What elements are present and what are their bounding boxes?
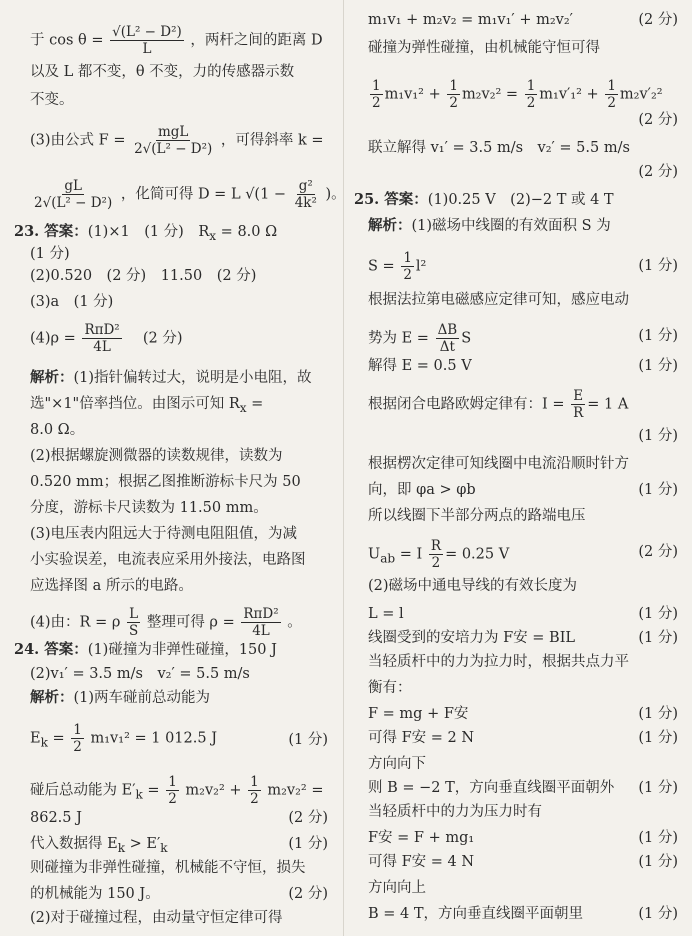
line-formula-f bbox=[30, 124, 324, 157]
score: (1 分) bbox=[638, 780, 678, 796]
text-line: L = l bbox=[368, 606, 404, 622]
text: = 1 A bbox=[587, 396, 629, 413]
j23-line10 bbox=[30, 606, 302, 639]
subscript: k bbox=[135, 787, 143, 802]
text: (1)两车碰前总动能为 bbox=[73, 690, 211, 706]
numerator: 1 bbox=[526, 78, 536, 94]
numerator: √(L² − D²) bbox=[112, 24, 182, 40]
fraction bbox=[110, 24, 184, 57]
fraction bbox=[293, 178, 319, 211]
q23-answer bbox=[14, 222, 277, 246]
text-line: B = 4 T，方向垂直线圈平面朝里 bbox=[368, 906, 584, 922]
text: m₁v′₁² + bbox=[539, 86, 599, 103]
text: 根据闭合电路欧姆定律有：I = bbox=[368, 396, 565, 413]
text-line: 所以线圈下半部分两点的路端电压 bbox=[368, 508, 586, 524]
text: m₂v′₂² bbox=[619, 86, 663, 103]
text-line: 分度，游标卡尺读数为 11.50 mm。 bbox=[30, 500, 268, 516]
text: = I bbox=[395, 546, 423, 563]
numerator: 1 bbox=[403, 250, 412, 266]
text: (3)由公式 F = bbox=[30, 132, 126, 149]
text-line: 0.520 mm；根据乙图推断游标卡尺为 50 bbox=[30, 474, 301, 490]
subscript: k bbox=[160, 840, 168, 855]
denominator: S bbox=[128, 623, 139, 639]
text: S bbox=[461, 330, 472, 347]
score: (1 分) bbox=[638, 428, 678, 444]
score: (2 分) bbox=[638, 12, 678, 28]
text-line: 当轻质杆中的力为压力时有 bbox=[368, 804, 542, 820]
q23-heading: 23. 答案： bbox=[14, 223, 88, 240]
text: ，两杆之间的距离 D bbox=[190, 32, 323, 49]
text-line: F = mg + F安 bbox=[368, 706, 469, 722]
text: (1)0.25 V (2)−2 T 或 4 T bbox=[427, 192, 614, 208]
fraction bbox=[166, 774, 179, 807]
text-line: 则 B = −2 T，方向垂直线圈平面朝外 bbox=[368, 780, 615, 796]
text: 势为 E = bbox=[368, 330, 429, 347]
denominator: 2 bbox=[431, 555, 441, 571]
text: m₁v₁² = 1 012.5 J bbox=[90, 730, 218, 747]
score: (1 分) bbox=[638, 706, 678, 722]
text-line: 则碰撞为非弹性碰撞，机械能不守恒，损失 bbox=[30, 860, 306, 876]
text-line: (2)磁场中通电导线的有效长度为 bbox=[368, 578, 578, 594]
q25-heading: 25. 答案： bbox=[354, 191, 428, 208]
q24-heading: 24. 答案： bbox=[14, 641, 88, 658]
numerator: 1 bbox=[73, 722, 82, 738]
fraction bbox=[82, 322, 121, 355]
j25-line4 bbox=[368, 322, 471, 355]
q24-answer bbox=[14, 640, 277, 660]
score: (2 分) bbox=[288, 886, 328, 902]
fraction bbox=[127, 606, 140, 639]
score: (1 分) bbox=[638, 730, 678, 746]
text: = 8.0 Ω bbox=[216, 224, 278, 240]
text: = bbox=[142, 782, 160, 799]
j25-line6 bbox=[368, 388, 628, 421]
j24-line2 bbox=[30, 722, 217, 755]
denominator: 4L bbox=[93, 339, 111, 355]
score: (1 分) bbox=[288, 732, 328, 748]
text: > E′ bbox=[125, 836, 161, 852]
score: (2 分) bbox=[288, 810, 328, 826]
q25-answer bbox=[354, 190, 614, 210]
text-line: 解得 E = 0.5 V bbox=[368, 358, 472, 374]
text-line: (2)对于碰撞过程，由动量守恒定律可得 bbox=[30, 910, 283, 926]
text: 碰后总动能为 E′ bbox=[30, 782, 136, 799]
text-line: 小实验误差，电流表应采用外接法，电路图 bbox=[30, 552, 306, 568]
j23-line1 bbox=[30, 368, 312, 388]
j24-line3 bbox=[30, 774, 324, 807]
text: (1)碰撞为非弹性碰撞，150 J bbox=[87, 642, 277, 658]
denominator: 2 bbox=[168, 791, 177, 807]
fraction bbox=[401, 250, 414, 283]
text-line: 方向向上 bbox=[368, 880, 426, 896]
text-line: 当轻质杆中的力为拉力时，根据共点力平 bbox=[368, 654, 629, 670]
numerator: 1 bbox=[168, 774, 177, 790]
denominator: 2 bbox=[250, 791, 259, 807]
page-footer bbox=[200, 924, 500, 934]
text: m₂v₂² + bbox=[185, 782, 242, 799]
denominator: 4L bbox=[252, 623, 270, 639]
text-line: 联立解得 v₁′ = 3.5 m/s v₂′ = 5.5 m/s bbox=[368, 140, 630, 156]
text: m₂v₂² = bbox=[461, 86, 519, 103]
score: (2 分) bbox=[638, 544, 678, 560]
text-line: 的机械能为 150 J。 bbox=[30, 886, 160, 902]
q23-rho bbox=[30, 322, 182, 355]
j23-line2 bbox=[30, 394, 263, 418]
text-line: F安 = F + mg₁ bbox=[368, 830, 475, 846]
text: (4)ρ = bbox=[30, 330, 76, 347]
score: (1 分) bbox=[638, 606, 678, 622]
text-line: 应选择图 a 所示的电路。 bbox=[30, 578, 193, 594]
text-line: (3)a (1 分) bbox=[30, 294, 114, 310]
denominator: 2 bbox=[372, 95, 381, 111]
text: 。 bbox=[287, 614, 302, 631]
text: (2 分) bbox=[128, 330, 183, 347]
text: )。 bbox=[325, 186, 346, 203]
subscript: k bbox=[117, 840, 126, 855]
text-line: 根据法拉第电磁感应定律可知，感应电动 bbox=[368, 292, 629, 308]
numerator: 1 bbox=[449, 78, 458, 94]
text: (4)由：R = ρ bbox=[30, 614, 121, 631]
text: ，可得斜率 k = bbox=[220, 132, 324, 149]
text: 代入数据得 E bbox=[30, 836, 118, 852]
text-line: 线圈受到的安培力为 F安 = BIL bbox=[368, 630, 576, 646]
analysis-heading: 解析： bbox=[30, 369, 74, 386]
numerator: gL bbox=[64, 178, 82, 194]
fraction bbox=[71, 722, 84, 755]
j25-line11 bbox=[368, 538, 509, 571]
numerator: R bbox=[430, 538, 442, 554]
text-line: 862.5 J bbox=[30, 810, 82, 826]
subscript: x bbox=[239, 400, 247, 415]
j25-line2 bbox=[368, 250, 426, 283]
score: (1 分) bbox=[288, 836, 328, 852]
text: 整理可得 ρ = bbox=[146, 614, 235, 631]
text-line: m₁v₁ + m₂v₂ = m₁v₁′ + m₂v₂′ bbox=[368, 12, 573, 28]
score: (1 分) bbox=[638, 258, 678, 274]
subscript: ab bbox=[380, 551, 396, 566]
text: ，化简可得 D = L bbox=[120, 186, 241, 203]
text: m₂v₂² = bbox=[267, 782, 324, 799]
denominator: R bbox=[573, 405, 584, 421]
text: E bbox=[30, 730, 41, 747]
fraction bbox=[447, 78, 460, 111]
text: 选"×1"倍率挡位。由图示可知 R bbox=[30, 396, 240, 412]
numerator: RπD² bbox=[243, 606, 279, 622]
text-line: 根据楞次定律可知线圈中电流沿顺时针方 bbox=[368, 456, 629, 472]
denominator: 2 bbox=[403, 267, 412, 283]
numerator: 1 bbox=[607, 78, 616, 94]
fraction bbox=[571, 388, 585, 421]
denominator: 2√(L² − D²) bbox=[134, 141, 213, 157]
text-line: 向，即 φa > φb bbox=[368, 482, 476, 498]
score: (2 分) bbox=[638, 164, 678, 180]
numerator: 1 bbox=[372, 78, 381, 94]
j24-line5 bbox=[30, 834, 168, 858]
denominator: 4k² bbox=[294, 195, 317, 211]
numerator: ΔB bbox=[437, 322, 458, 338]
subscript: x bbox=[209, 228, 217, 243]
text-line: (2)v₁′ = 3.5 m/s v₂′ = 5.5 m/s bbox=[30, 666, 250, 682]
denominator: L bbox=[142, 41, 152, 57]
text: S = bbox=[368, 258, 395, 275]
text-line: 不变。 bbox=[30, 92, 74, 108]
text-line: (2)0.520 (2 分) 11.50 (2 分) bbox=[30, 268, 257, 284]
text: (1)×1 (1 分) R bbox=[87, 224, 210, 240]
score: (1 分) bbox=[638, 830, 678, 846]
denominator: 2 bbox=[73, 739, 82, 755]
fraction bbox=[605, 78, 618, 111]
text: (1)指针偏转过大，说明是小电阻，故 bbox=[73, 370, 312, 386]
fraction bbox=[32, 178, 114, 211]
analysis-heading: 解析： bbox=[30, 689, 74, 706]
denominator: Δt bbox=[439, 339, 455, 355]
score: (1 分) bbox=[638, 358, 678, 374]
denominator: 2 bbox=[449, 95, 458, 111]
text: (1)磁场中线圈的有效面积 S 为 bbox=[411, 218, 611, 234]
text: √(1 − bbox=[245, 186, 287, 203]
fraction bbox=[248, 774, 261, 807]
text-line: 可得 F安 = 4 N bbox=[368, 854, 475, 870]
text: m₁v₁² + bbox=[384, 86, 441, 103]
denominator: 2 bbox=[607, 95, 616, 111]
fraction bbox=[370, 78, 383, 111]
subscript: k bbox=[40, 735, 48, 750]
j25-line1 bbox=[368, 216, 611, 236]
text: = bbox=[47, 730, 65, 747]
text-line: (1 分) bbox=[30, 246, 70, 262]
text-line: 可得 F安 = 2 N bbox=[368, 730, 475, 746]
numerator: E bbox=[573, 388, 584, 404]
score: (1 分) bbox=[638, 630, 678, 646]
text-line: 以及 L 都不变，θ 不变，力的传感器示数 bbox=[30, 64, 295, 80]
fraction bbox=[132, 124, 214, 157]
text: 于 cos θ = bbox=[30, 32, 104, 49]
fraction bbox=[241, 606, 280, 639]
text-line: 方向向下 bbox=[368, 756, 426, 772]
denominator: 2 bbox=[526, 95, 536, 111]
text-line: 8.0 Ω。 bbox=[30, 422, 85, 438]
score: (1 分) bbox=[638, 906, 678, 922]
fraction bbox=[525, 78, 538, 111]
text-line: (3)电压表内阻远大于待测电阻阻值，为减 bbox=[30, 526, 298, 542]
numerator: g² bbox=[298, 178, 313, 194]
fraction bbox=[436, 322, 460, 355]
text: U bbox=[368, 546, 381, 563]
text: = bbox=[246, 396, 264, 412]
numerator: mgL bbox=[157, 124, 189, 140]
numerator: L bbox=[129, 606, 139, 622]
numerator: 1 bbox=[250, 774, 259, 790]
score: (1 分) bbox=[638, 482, 678, 498]
fraction bbox=[429, 538, 443, 571]
energy-equation bbox=[368, 78, 663, 111]
text-line: 衡有： bbox=[368, 680, 412, 696]
line-cos bbox=[30, 24, 323, 57]
score: (1 分) bbox=[638, 328, 678, 344]
denominator: 2√(L² − D²) bbox=[34, 195, 113, 211]
analysis-heading: 解析： bbox=[368, 217, 412, 234]
numerator: RπD² bbox=[84, 322, 120, 338]
score: (1 分) bbox=[638, 854, 678, 870]
text-line: 碰撞为弹性碰撞，由机械能守恒可得 bbox=[368, 40, 600, 56]
j24-line1 bbox=[30, 688, 210, 708]
score: (2 分) bbox=[638, 112, 678, 128]
line-formula-d bbox=[30, 178, 346, 211]
text-line: (2)根据螺旋测微器的读数规律，读数为 bbox=[30, 448, 283, 464]
text: = 0.25 V bbox=[445, 546, 510, 563]
text: l² bbox=[415, 258, 427, 275]
column-divider bbox=[343, 0, 344, 936]
